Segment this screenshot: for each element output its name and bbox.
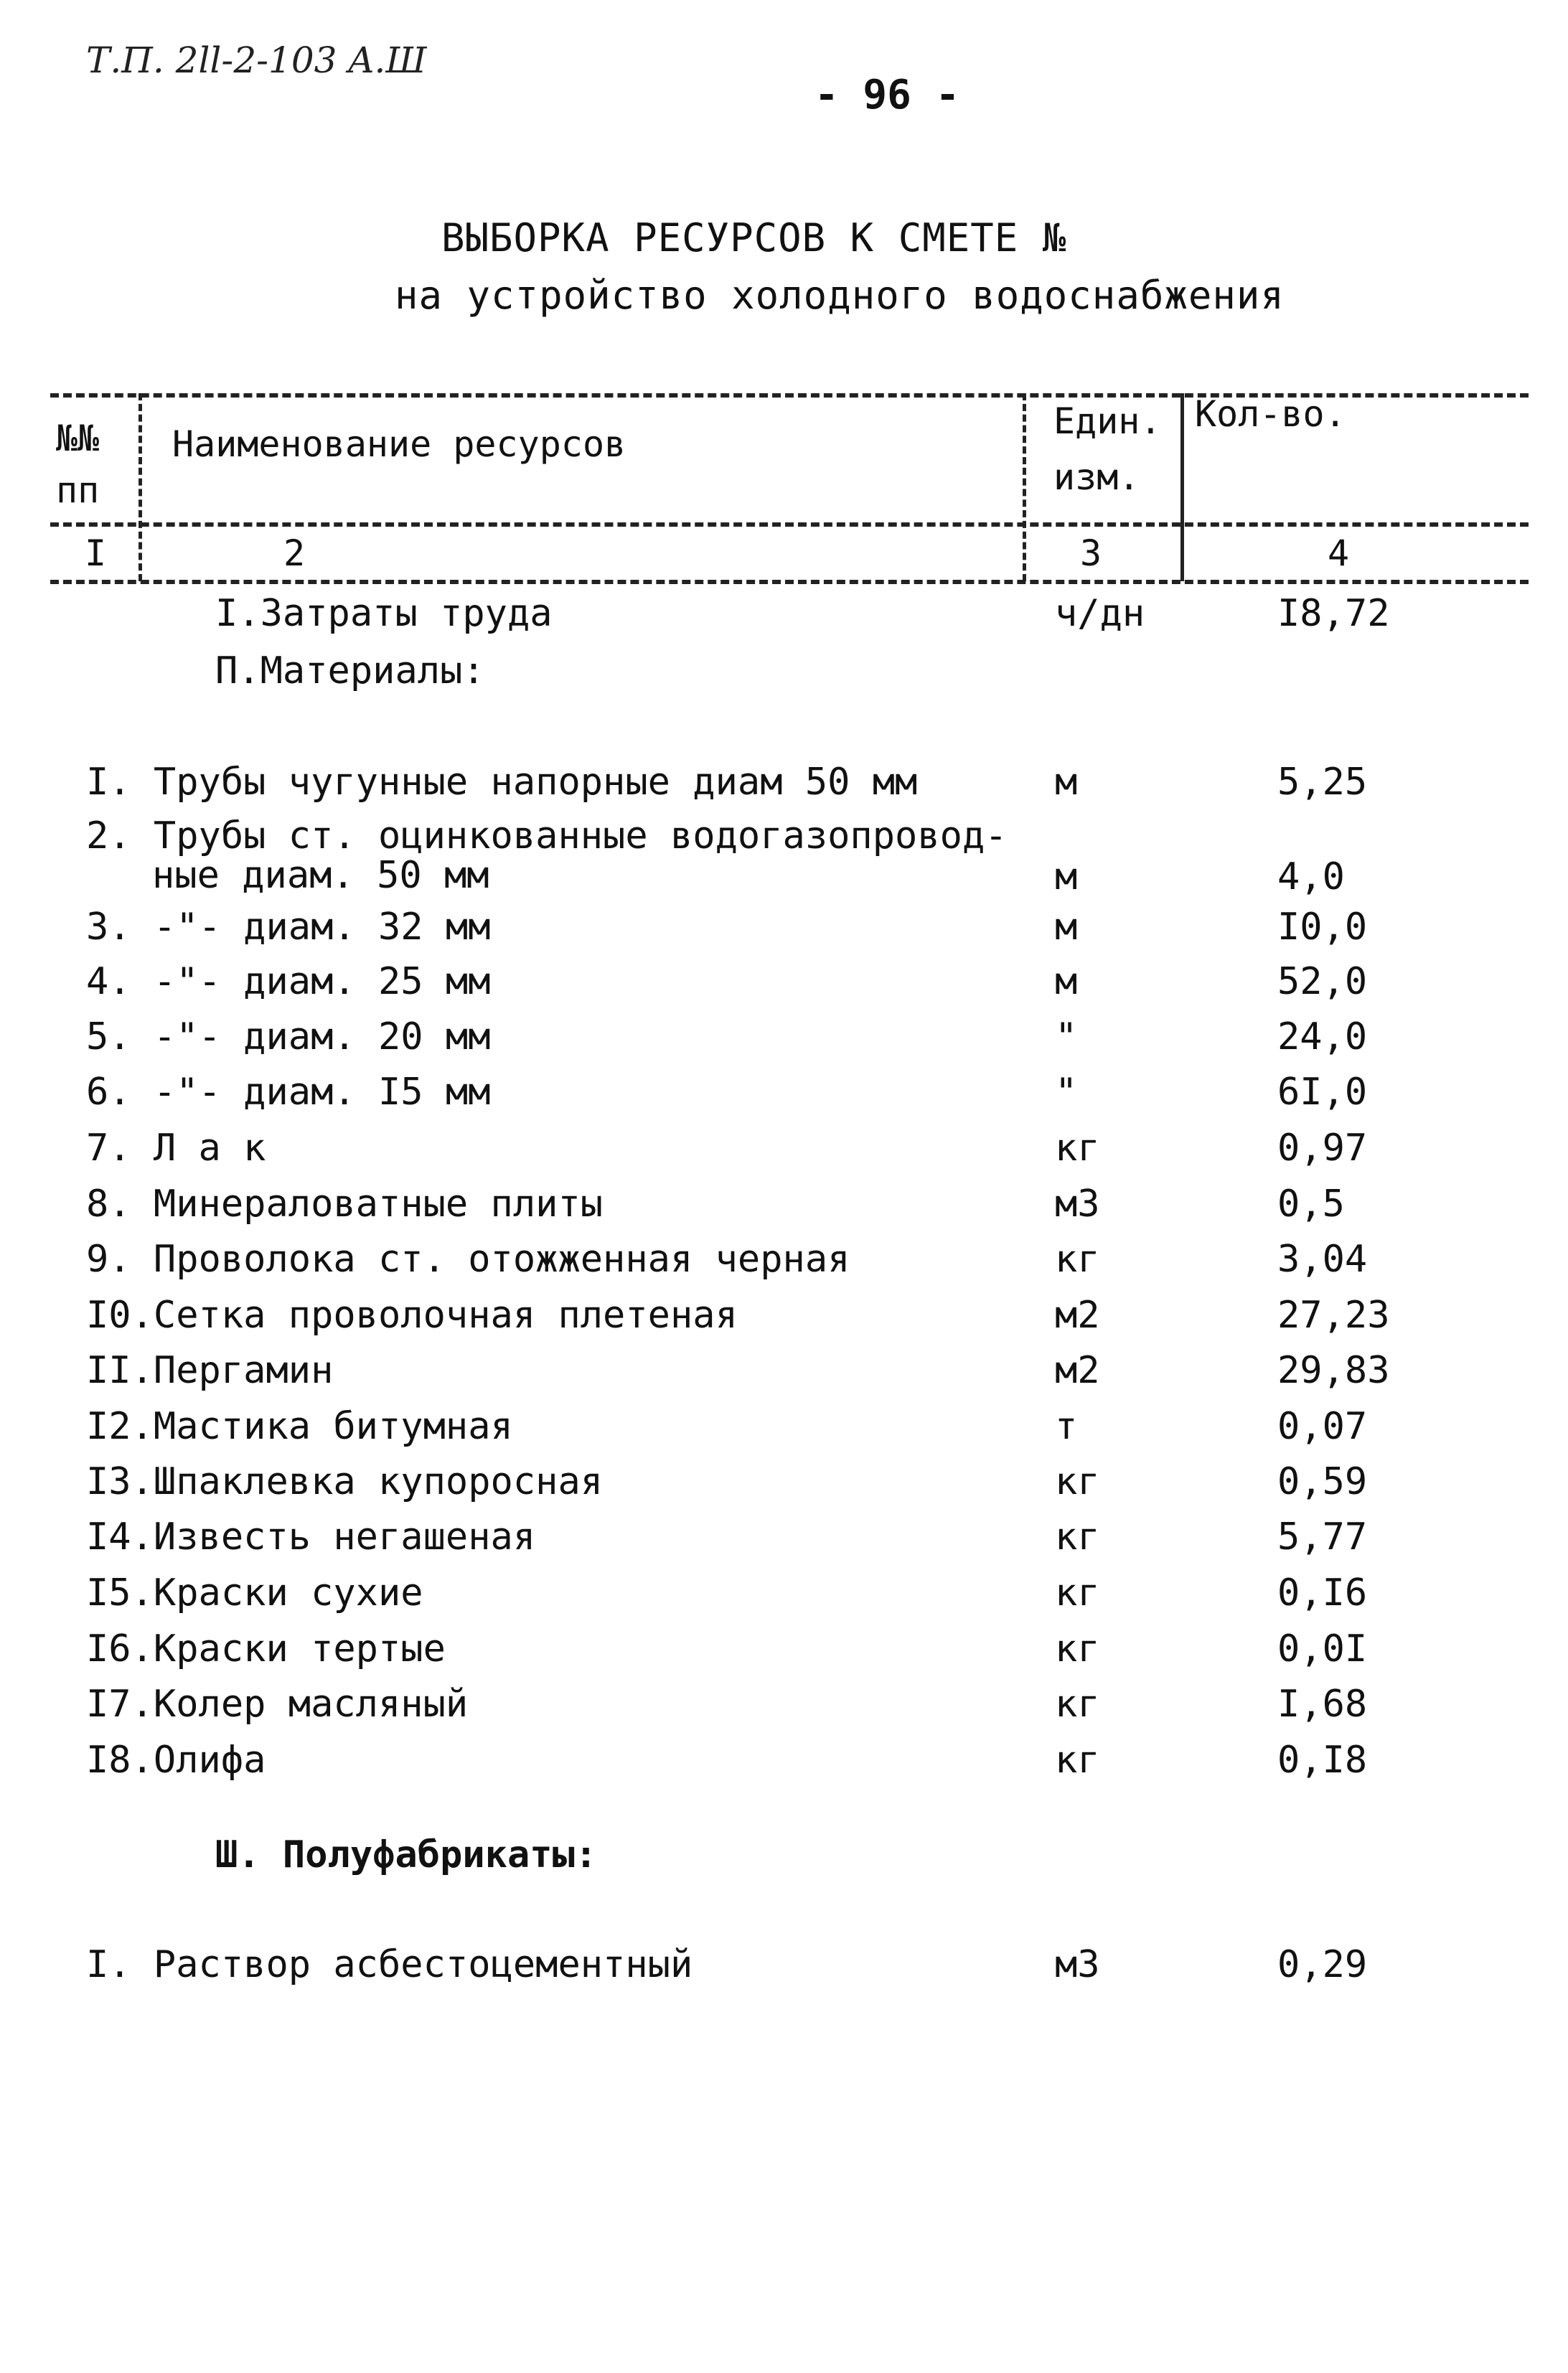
material-qty: I,68 (1277, 1683, 1368, 1726)
material-name: 5. -"- диам. 20 мм (86, 1015, 491, 1058)
material-unit: м (1055, 960, 1078, 1003)
semi-qty: 0,29 (1277, 1943, 1368, 1986)
material-unit: кг (1055, 1571, 1100, 1615)
material-qty: 5,25 (1277, 761, 1368, 804)
material-name: 6. -"- диам. I5 мм (86, 1071, 491, 1114)
material-qty: I0,0 (1277, 906, 1368, 949)
material-unit: м3 (1055, 1183, 1100, 1226)
material-name: 7. Л а к (86, 1127, 266, 1170)
material-unit: " (1055, 1071, 1078, 1114)
page-number: - 96 - (814, 72, 960, 118)
material-unit: " (1055, 1015, 1078, 1058)
material-name: 3. -"- диам. 32 мм (86, 906, 491, 949)
header-num: №№ пп (56, 418, 100, 511)
header-qty: Кол-во. (1195, 393, 1346, 435)
colnum-2: 2 (283, 532, 306, 574)
material-qty: 52,0 (1277, 960, 1368, 1003)
material-qty: 6I,0 (1277, 1071, 1368, 1114)
labor-qty: I8,72 (1277, 592, 1390, 635)
material-unit: м2 (1055, 1294, 1100, 1337)
material-unit: м (1055, 761, 1078, 804)
header-divider-3 (1180, 393, 1184, 581)
materials-heading: П.Материалы: (215, 649, 485, 692)
colnum-4: 4 (1328, 532, 1350, 574)
material-name: I2.Мастика битумная (86, 1405, 513, 1448)
header-mid-rule (50, 522, 1529, 527)
material-name: I7.Колер масляный (86, 1683, 469, 1726)
material-qty: 5,77 (1277, 1516, 1368, 1559)
material-name: 9. Проволока ст. отожженная черная (86, 1238, 850, 1281)
header-divider-2 (1023, 393, 1026, 581)
material-unit: кг (1055, 1127, 1100, 1170)
material-qty: 0,0I (1277, 1627, 1368, 1671)
material-qty: 0,I8 (1277, 1739, 1368, 1782)
colnum-3: 3 (1080, 532, 1102, 574)
material-qty: 24,0 (1277, 1015, 1368, 1058)
semi-name: I. Раствор асбестоцементный (86, 1943, 693, 1986)
material-qty: 0,59 (1277, 1460, 1368, 1503)
material-unit: м (1055, 906, 1078, 949)
material-name: 2. Трубы ст. оцинкованные водогазопровод- (86, 814, 1008, 857)
material-name: I6.Краски тертые (86, 1627, 446, 1671)
material-qty: 0,07 (1277, 1405, 1368, 1448)
material-name-cont: ные диам. 50 мм (152, 854, 489, 897)
material-qty: 29,83 (1277, 1349, 1390, 1392)
document-code: Т.П. 2ll-2-103 A.Ш (86, 39, 427, 81)
material-name: II.Пергамин (86, 1349, 334, 1392)
colnum-1: I (85, 532, 107, 574)
labor-label: I.Затраты труда (215, 592, 553, 635)
material-unit: м2 (1055, 1349, 1100, 1392)
material-unit: кг (1055, 1627, 1100, 1671)
material-qty: 0,5 (1277, 1183, 1345, 1226)
header-name: Наименование ресурсов (172, 423, 626, 465)
material-unit: кг (1055, 1516, 1100, 1559)
material-unit: т (1055, 1405, 1078, 1448)
material-name: 4. -"- диам. 25 мм (86, 960, 491, 1003)
semi-unit: м3 (1055, 1943, 1100, 1986)
header-divider-1 (139, 393, 142, 581)
material-name: I4.Известь негашеная (86, 1516, 536, 1559)
material-unit: кг (1055, 1683, 1100, 1726)
material-name: I0.Сетка проволочная плетеная (86, 1294, 738, 1337)
material-name: 8. Минераловатные плиты (86, 1183, 604, 1226)
material-unit: кг (1055, 1238, 1100, 1281)
material-qty: 4,0 (1277, 855, 1345, 898)
material-name: I5.Краски сухие (86, 1571, 423, 1615)
material-qty: 0,I6 (1277, 1571, 1368, 1615)
header-unit: Един. изм. (1053, 400, 1162, 498)
semi-heading: Ш. Полуфабрикаты: (215, 1833, 598, 1876)
material-qty: 3,04 (1277, 1238, 1368, 1281)
material-qty: 27,23 (1277, 1294, 1390, 1337)
document-title: ВЫБОРКА РЕСУРСОВ К СМЕТЕ № (441, 215, 1067, 260)
material-name: I. Трубы чугунные напорные диам 50 мм (86, 761, 918, 804)
material-qty: 0,97 (1277, 1127, 1368, 1170)
material-unit: кг (1055, 1460, 1100, 1503)
labor-unit: ч/дн (1055, 592, 1145, 635)
material-unit: кг (1055, 1739, 1100, 1782)
material-name: I3.Шпаклевка купоросная (86, 1460, 604, 1503)
material-name: I8.Олифа (86, 1739, 266, 1782)
material-unit: м (1055, 855, 1078, 898)
header-bottom-rule (50, 580, 1529, 584)
document-subtitle: на устройство холодного водоснабжения (395, 273, 1285, 318)
